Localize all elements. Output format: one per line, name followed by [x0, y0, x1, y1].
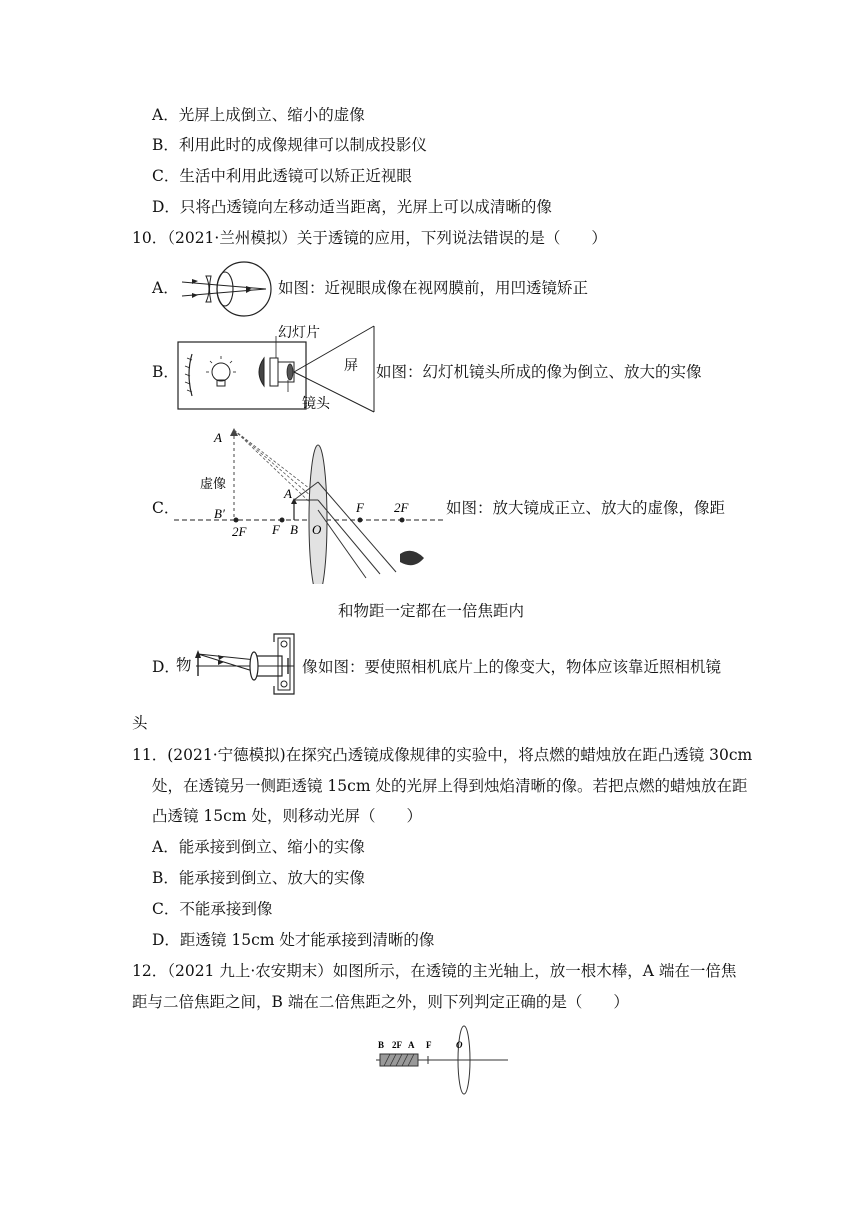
q10-option-a-text: 如图：近视眼成像在视网膜前，用凹透镜矫正: [278, 279, 589, 297]
camera-diagram: [194, 628, 302, 698]
lens-label: 镜头: [302, 396, 330, 412]
image-label: 像: [302, 658, 318, 676]
q10-stem: 10．（2021·兰州模拟）关于透镜的应用，下列说法错误的是（ ）: [132, 229, 607, 247]
q12-stem-line2: 距与二倍焦距之间，B 端在二倍焦距之外，则下列判定正确的是（ ）: [132, 993, 629, 1011]
q10-option-c-text: 如图：放大镜成正立、放大的虚像，像距: [446, 499, 726, 517]
focus-label: F: [426, 1040, 432, 1050]
object-label: 物: [176, 656, 192, 674]
q9-option-d: D．只将凸透镜向左移动适当距离，光屏上可以成清晰的像: [152, 198, 552, 216]
optical-center-label: O: [456, 1040, 463, 1050]
q10-option-b-letter: B．: [152, 363, 179, 381]
object-point-a-label: A: [284, 486, 292, 501]
projector-diagram: [176, 322, 376, 414]
q11-stem-line1: 11．(2021·宁德模拟)在探究凸透镜成像规律的实验中，将点燃的蜡烛放在距凸透镜 30cm: [132, 746, 753, 764]
lens-rod-diagram: [374, 1022, 510, 1100]
image-point-a-label: A: [214, 430, 222, 445]
q11-option-b: B．能承接到倒立、放大的实像: [152, 869, 365, 887]
object-point-b-label: B: [290, 522, 298, 537]
myopia-eye-diagram: [178, 260, 278, 318]
q11-option-a: A．能承接到倒立、缩小的实像: [152, 838, 365, 856]
q10-option-c-letter: C．: [152, 499, 180, 517]
q10-option-c-text-cont: 和物距一定都在一倍焦距内: [338, 602, 525, 620]
q9-option-c: C．生活中利用此透镜可以矫正近视眼: [152, 167, 412, 185]
focus-left-label: F: [272, 522, 280, 537]
rod-end-b-label: B: [378, 1040, 385, 1050]
double-focus-label: 2F: [392, 1040, 402, 1050]
q11-option-d: D．距透镜 15cm 处才能承接到清晰的像: [152, 931, 435, 949]
rod-end-a-label: A: [408, 1040, 415, 1050]
double-focus-left-label: 2F: [232, 524, 247, 539]
q12-stem-line1: 12．（2021 九上·农安期末）如图所示，在透镜的主光轴上，放一根木棒，A 端在一倍焦: [132, 962, 737, 980]
q10-option-d-text-cont: 头: [132, 714, 148, 732]
q10-option-a-letter: A．: [152, 279, 179, 297]
slide-label: 幻灯片: [278, 325, 320, 341]
q11-stem-line2: 处，在透镜另一侧距透镜 15cm 处的光屏上得到烛焰清晰的像。若把点燃的蜡烛放在距: [152, 777, 748, 795]
screen-label: 屏: [344, 358, 358, 374]
virtual-image-label: 虚像: [200, 477, 227, 492]
optical-center-label: O: [312, 522, 322, 537]
q9-option-b: B．利用此时的成像规律可以制成投影仪: [152, 136, 427, 154]
q10-option-d-letter: D．: [152, 658, 180, 676]
q11-stem-line3: 凸透镜 15cm 处，则移动光屏（ ）: [152, 807, 422, 825]
double-focus-right-label: 2F: [394, 500, 409, 515]
q9-option-a: A．光屏上成倒立、缩小的虚像: [152, 106, 365, 124]
image-point-b-label: B′: [214, 506, 225, 521]
focus-right-label: F: [356, 500, 364, 515]
q11-option-c: C．不能承接到像: [152, 900, 273, 918]
magnifier-diagram: [174, 422, 446, 584]
q10-option-d-text: 如图：要使照相机底片上的像变大，物体应该靠近照相机镜: [318, 658, 722, 676]
q10-option-b-text: 如图：幻灯机镜头所成的像为倒立、放大的实像: [376, 363, 702, 381]
